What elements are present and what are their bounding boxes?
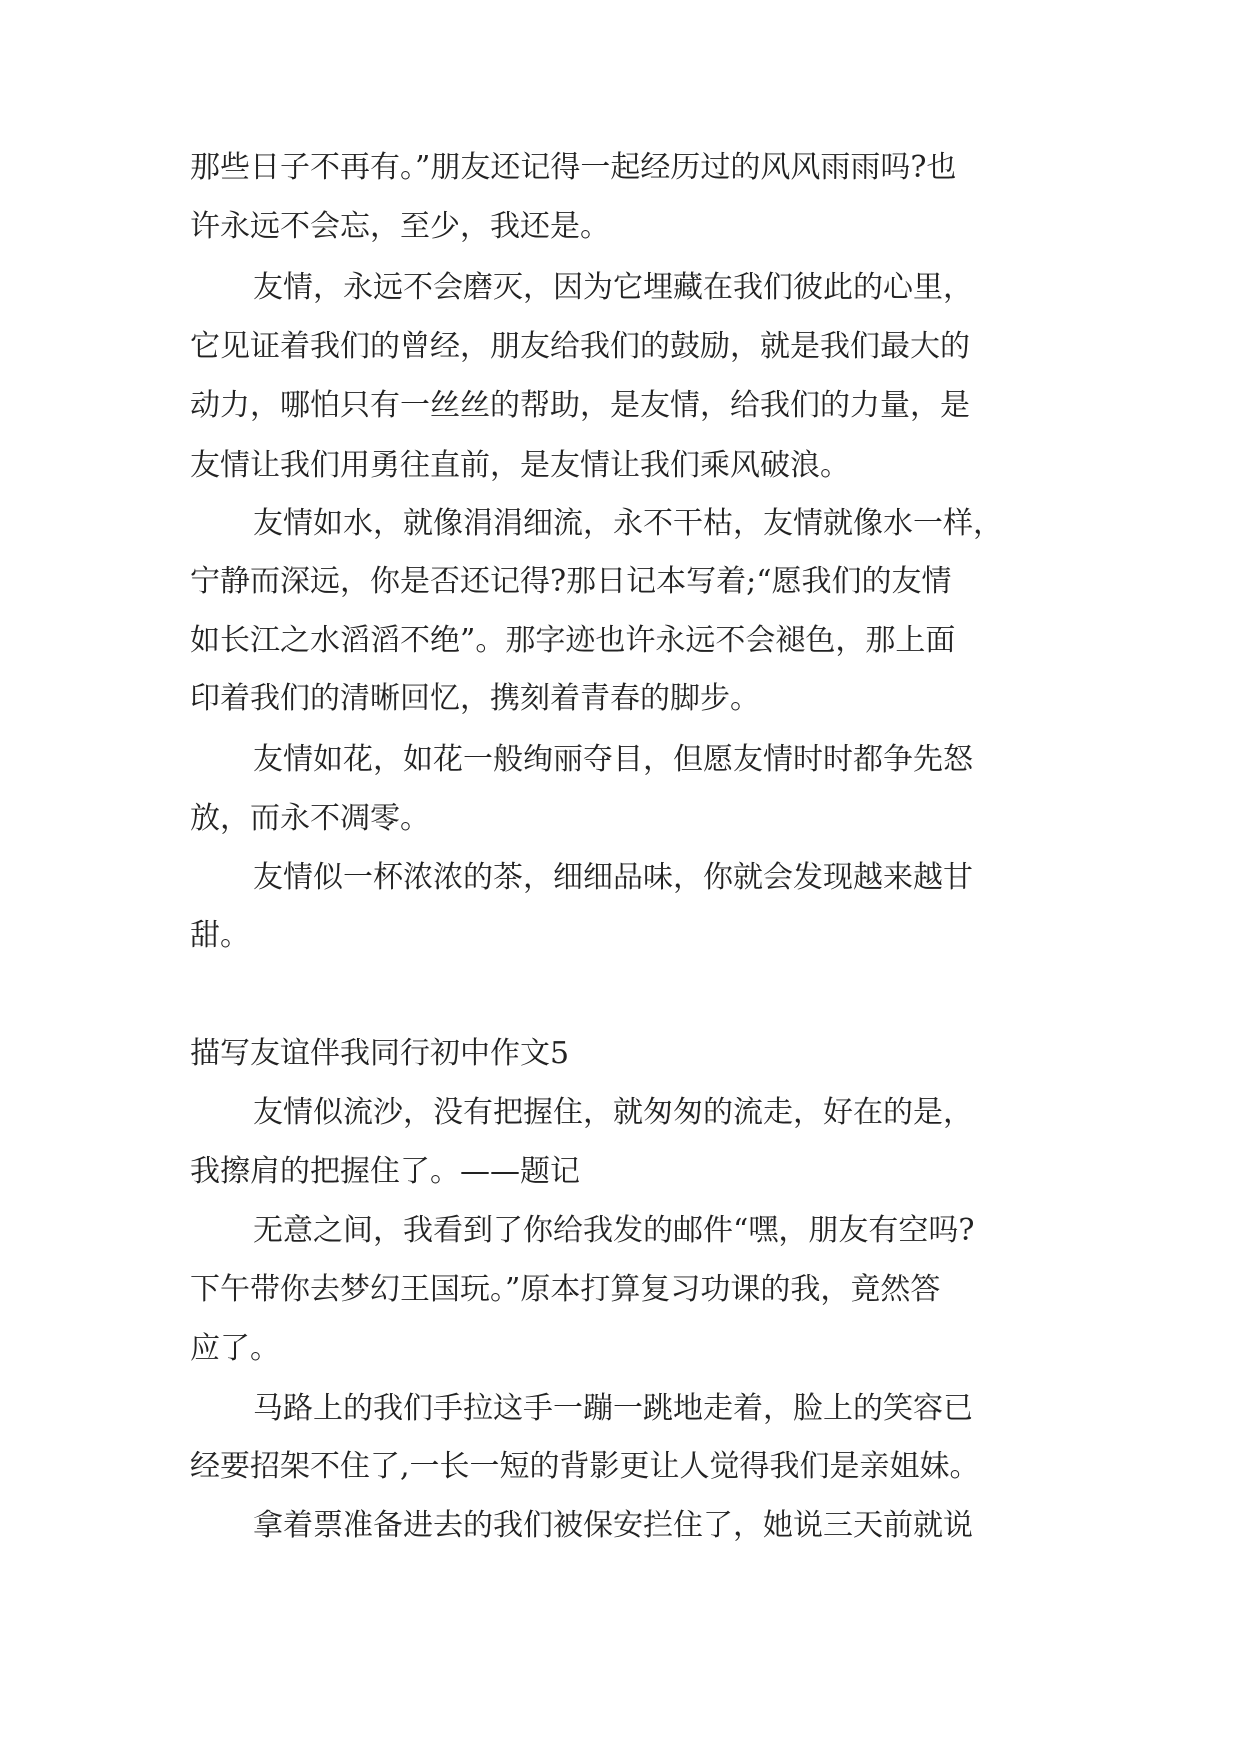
paragraph-start-line: 友情如花，如花一般绚丽夺目，但愿友情时时都争先怒 xyxy=(253,742,973,777)
paragraph-start-line: 马路上的我们手拉这手一蹦一跳地走着，脸上的笑容已 xyxy=(253,1391,973,1426)
paragraph-start-line: 友情似流沙，没有把握住，就匆匆的流走，好在的是， xyxy=(253,1095,973,1130)
paragraph-start-line: 无意之间，我看到了你给我发的邮件“嘿，朋友有空吗? xyxy=(253,1213,975,1248)
text-line: 宁静而深远，你是否还记得?那日记本写着;“愿我们的友情 xyxy=(190,564,952,599)
text-line: 那些日子不再有。”朋友还记得一起经历过的风风雨雨吗?也 xyxy=(190,150,957,185)
text-line: 友情让我们用勇往直前，是友情让我们乘风破浪。 xyxy=(190,448,850,483)
text-line: 应了。 xyxy=(190,1331,280,1366)
text-line: 我擦肩的把握住了。——题记 xyxy=(190,1154,580,1189)
text-line: 下午带你去梦幻王国玩。”原本打算复习功课的我，竟然答 xyxy=(190,1272,941,1307)
paragraph-start-line: 拿着票准备进去的我们被保安拦住了，她说三天前就说 xyxy=(253,1508,973,1543)
text-line: 放，而永不凋零。 xyxy=(190,801,430,836)
text-line: 甜。 xyxy=(190,918,250,953)
text-line: 经要招架不住了,一长一短的背影更让人觉得我们是亲姐妹。 xyxy=(190,1449,980,1484)
text-line: 印着我们的清晰回忆，携刻着青春的脚步。 xyxy=(190,681,760,716)
paragraph-start-line: 友情，永远不会磨灭，因为它埋藏在我们彼此的心里， xyxy=(253,270,973,305)
text-line: 许永远不会忘，至少，我还是。 xyxy=(190,209,610,244)
text-line: 它见证着我们的曾经，朋友给我们的鼓励，就是我们最大的 xyxy=(190,329,970,364)
text-line: 动力，哪怕只有一丝丝的帮助，是友情，给我们的力量，是 xyxy=(190,388,970,423)
paragraph-start-line: 友情如水，就像涓涓细流，永不干枯，友情就像水一样， xyxy=(253,506,1003,541)
text-line: 如长江之水滔滔不绝”。那字迹也许永远不会褪色，那上面 xyxy=(190,623,956,658)
section-heading: 描写友谊伴我同行初中作文5 xyxy=(190,1036,570,1071)
paragraph-start-line: 友情似一杯浓浓的茶，细细品味，你就会发现越来越甘 xyxy=(253,860,973,895)
